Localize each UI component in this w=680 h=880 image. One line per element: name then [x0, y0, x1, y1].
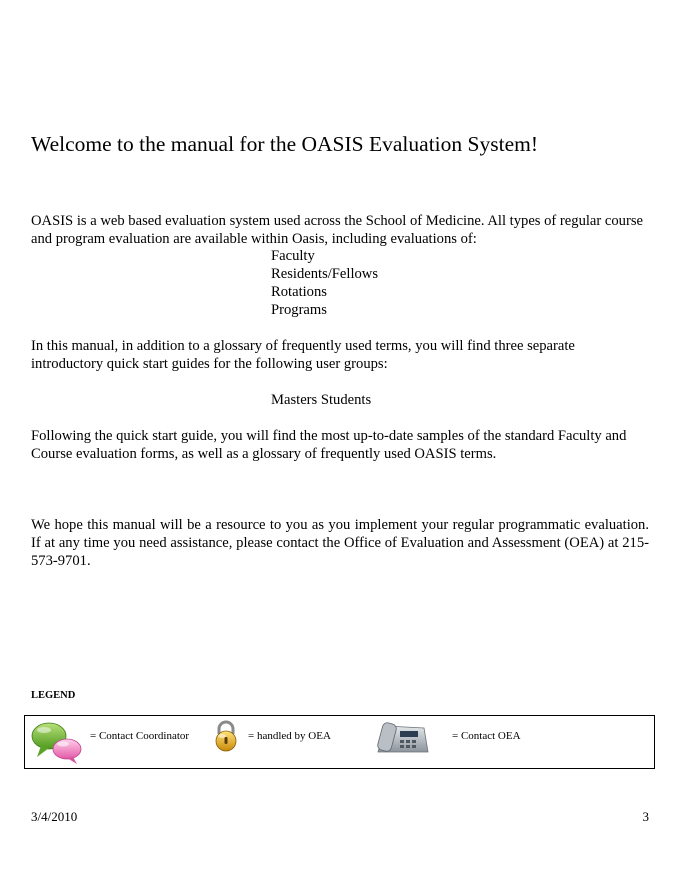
user-groups-list	[271, 391, 371, 409]
closing-paragraph: We hope this manual will be a resource to you as you implement your regular programmatic evaluation. If at any time you need assistance, please contact the Office of Evaluation and Assessment (OEA) at 215-573-9701.	[31, 517, 649, 569]
footer-date: 3/4/2010	[31, 809, 78, 824]
list-item: Rotations	[271, 284, 327, 300]
padlock-icon	[212, 720, 240, 752]
list-item: Masters Students	[271, 392, 372, 408]
legend-item-text: = handled by OEA	[248, 730, 331, 742]
list-item: Residents/Fellows	[271, 266, 379, 282]
legend-item-text: = Contact Coordinator	[90, 730, 190, 742]
page-title: Welcome to the manual for the OASIS Evaluation System!	[31, 132, 538, 156]
speech-bubbles-icon	[31, 719, 83, 765]
following-paragraph: Following the quick start guide, you will find the most up-to-date samples of the standard Faculty and Course evaluation forms, as well as a glossary of frequently used OASIS terms.	[31, 428, 627, 462]
list-item: Faculty	[271, 248, 315, 264]
legend-label: LEGEND	[31, 690, 76, 701]
telephone-icon	[374, 720, 430, 756]
footer-page-number: 3	[642, 809, 649, 824]
list-item: Programs	[271, 302, 327, 318]
intro-paragraph: OASIS is a web based evaluation system used across the School of Medicine. All types of regular course and program evaluation are available within Oasis, including evaluations of:	[31, 213, 643, 247]
legend-item-text: = Contact OEA	[452, 730, 521, 742]
evaluation-types-list	[271, 247, 378, 319]
guides-paragraph: In this manual, in addition to a glossary of frequently used terms, you will find three separate introductory quick start guides for the following user groups:	[31, 338, 575, 372]
legend-box	[24, 715, 655, 769]
